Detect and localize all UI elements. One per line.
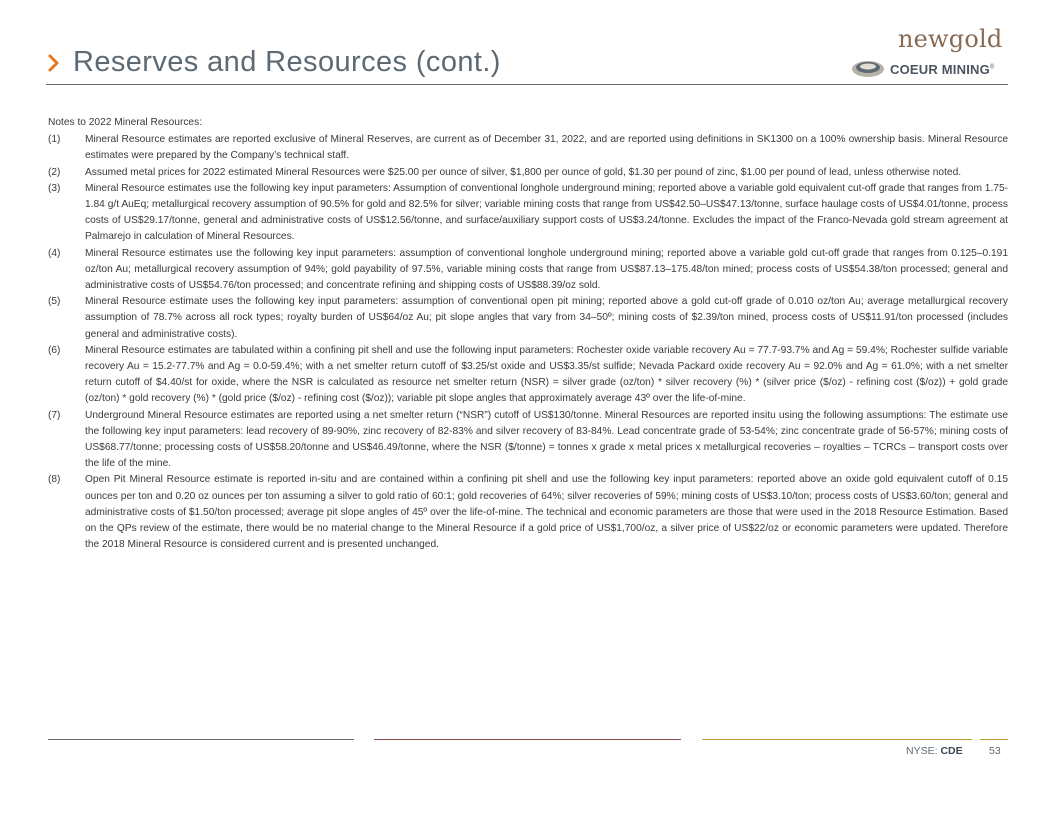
footer-divider-red	[374, 739, 681, 740]
note-number: (1)	[48, 134, 61, 146]
note-item	[48, 246, 1008, 295]
note-item	[48, 408, 1008, 473]
note-number: (6)	[48, 344, 61, 356]
note-text: Mineral Resource estimates use the following key input parameters: assumption of conventional longhole underground mining; reported above a variable gold cut-off grade that ranges from 0.125–0.191 oz/ton Au; metallurgical recovery assumption of 94%; gold payability of 97.5%, variable mining costs that range from US$87.13–175.48/ton mined; process costs of US$54.38/ton processed; general and administrative costs of US$54.76/ton processed; and concentrate refining and shipping costs of US$88.39/oz sold.	[85, 247, 1008, 292]
note-number: (7)	[48, 409, 61, 421]
footer-divider-gold-short	[980, 739, 1008, 740]
chevron-right-icon	[46, 53, 62, 73]
footer-ticker	[906, 745, 963, 757]
note-item	[48, 132, 1008, 164]
page-title: Reserves and Resources (cont.)	[73, 46, 501, 78]
note-item	[48, 294, 1008, 343]
note-text: Mineral Resource estimate uses the following key input parameters: assumption of conventional open pit mining; reported above a gold cut-off grade of 0.010 oz/ton Au; average metallurgical recovery assumption of 78.7% across all rock types; royalty burden of US$64/oz Au; pit slope angles that vary from 34–50º; mining costs of $2.39/ton mined, process costs of US$11.91/ton processed (includes general and administrative costs).	[85, 296, 1008, 340]
note-text: Assumed metal prices for 2022 estimated Mineral Resources were $25.00 per ounce of silver, $1,800 per ounce of gold, $1.30 per pound of zinc, $1.00 per pound of lead, unless otherwise noted.	[85, 166, 962, 178]
note-text: Mineral Resource estimates are reported exclusive of Mineral Reserves, are current as of December 31, 2022, and are reported using definitions in SK1300 on a 100% ownership basis. Mineral Resource estimates were prepared by the Company’s technical staff.	[85, 134, 1008, 162]
note-text: Open Pit Mineral Resource estimate is reported in-situ and are contained within a confining pit shell and use the following key input parameters: reported above an oxide gold equivalent cutoff of 0.15 ounces per ton and 0.20 oz ounces per ton assuming a silver to gold ratio of 60:1; gold recoveries of 64%; silver recoveries of 59%; mining costs of US$3.10/ton; process costs of US$3.60/ton; general and administrative costs of $1.50/ton processed; average pit slope angles of 45º over the life-of-mine. The technical and economic parameters are those that were used in the 2018 Resource Estimation. Based on the QPs review of the estimate, there would be no material change to the Mineral Resource if a gold price of US$1,700/oz, a silver price of US$22/oz or economic parameters were updated. Therefore the 2018 Mineral Resource is considered current and is presented unchanged.	[85, 474, 1008, 551]
newgold-wordmark: newgold	[898, 25, 1003, 53]
note-number: (4)	[48, 247, 61, 259]
coeur-mining-logo	[850, 57, 1018, 79]
note-number: (3)	[48, 182, 61, 194]
ticker-prefix: NYSE:	[906, 745, 938, 757]
note-number: (5)	[48, 296, 61, 308]
coeur-wordmark: COEUR MINING®	[890, 62, 995, 77]
note-number: (2)	[48, 166, 61, 178]
note-number: (8)	[48, 474, 61, 486]
note-item	[48, 472, 1008, 553]
notes-heading: Notes to 2022 Mineral Resources:	[48, 117, 203, 128]
note-text: Underground Mineral Resource estimates are reported using a net smelter return (“NSR”) cutoff of US$130/tonne. Mineral Resources are reported insitu using the following assumptions: The estimate use the following key input parameters: lead recovery of 89-90%, zinc recovery of 82-83% and silver recovery of 83-84%. Lead concentrate grade of 53-54%; zinc concentrate grade of 56-57%; mining costs of US$68.77/tonne; processing costs of US$58.20/tonne and US$46.49/tonne, where the NSR ($/tonne) = tonnes x grade x metal prices x metallurgical recoveries – royalties – TCRCs – transport costs over the life of the mine.	[85, 409, 1008, 470]
note-item	[48, 165, 1008, 181]
footer-divider-gold	[702, 739, 972, 740]
footer-divider-slate	[48, 739, 354, 740]
coeur-emblem-icon	[850, 57, 886, 79]
newgold-logo	[898, 25, 1016, 57]
notes-section	[48, 115, 1008, 553]
note-text: Mineral Resource estimates are tabulated within a confining pit shell and use the following input parameters: Rochester oxide variable recovery Au = 77.7-93.7% and Ag = 59.4%; Rochester sulfide variable recovery Au = 15.2-77.7% and Ag = 0.0-59.4%; with a net smelter return cutoff of $3.25/st oxide and US$3.35/st sulfide; Nevada Packard oxide recovery Au = 92.0% and Ag = 61.0%; with a net smelter return cutoff of $4.40/st for oxide, where the NSR is calculated as resource net smelter return (NSR) = silver grade (oz/ton) * silver recovery (%) * (silver price ($/oz) - refining cost ($/oz)) + gold grade (oz/ton) * gold recovery (%) * (gold price ($/oz) - refining cost ($/oz)); variable pit slope angles that approximately average 43º over the life-of-mine.	[85, 344, 1008, 405]
title-divider	[46, 84, 1008, 85]
note-item	[48, 181, 1008, 246]
page-number: 53	[989, 745, 1001, 757]
note-text: Mineral Resource estimates use the following key input parameters: Assumption of conventional longhole underground mining; reported above a variable gold equivalent cut-off grade that ranges from 1.75-1.84 g/t AuEq; metallurgical recovery assumption of 90.5% for gold and 82.5% for silver; variable mining costs that range from US$42.50–US$47.13/tonne, surface haulage costs of US$4.01/tonne, process costs of US$29.17/tonne, general and administrative costs of US$12.56/tonne, and surface/auxiliary support costs of US$3.24/tonne. Excludes the impact of the Franco-Nevada gold stream agreement at Palmarejo in calculation of Mineral Resources.	[85, 182, 1008, 243]
notes-list	[48, 132, 1008, 553]
ticker-symbol: CDE	[940, 745, 963, 757]
note-item	[48, 343, 1008, 408]
